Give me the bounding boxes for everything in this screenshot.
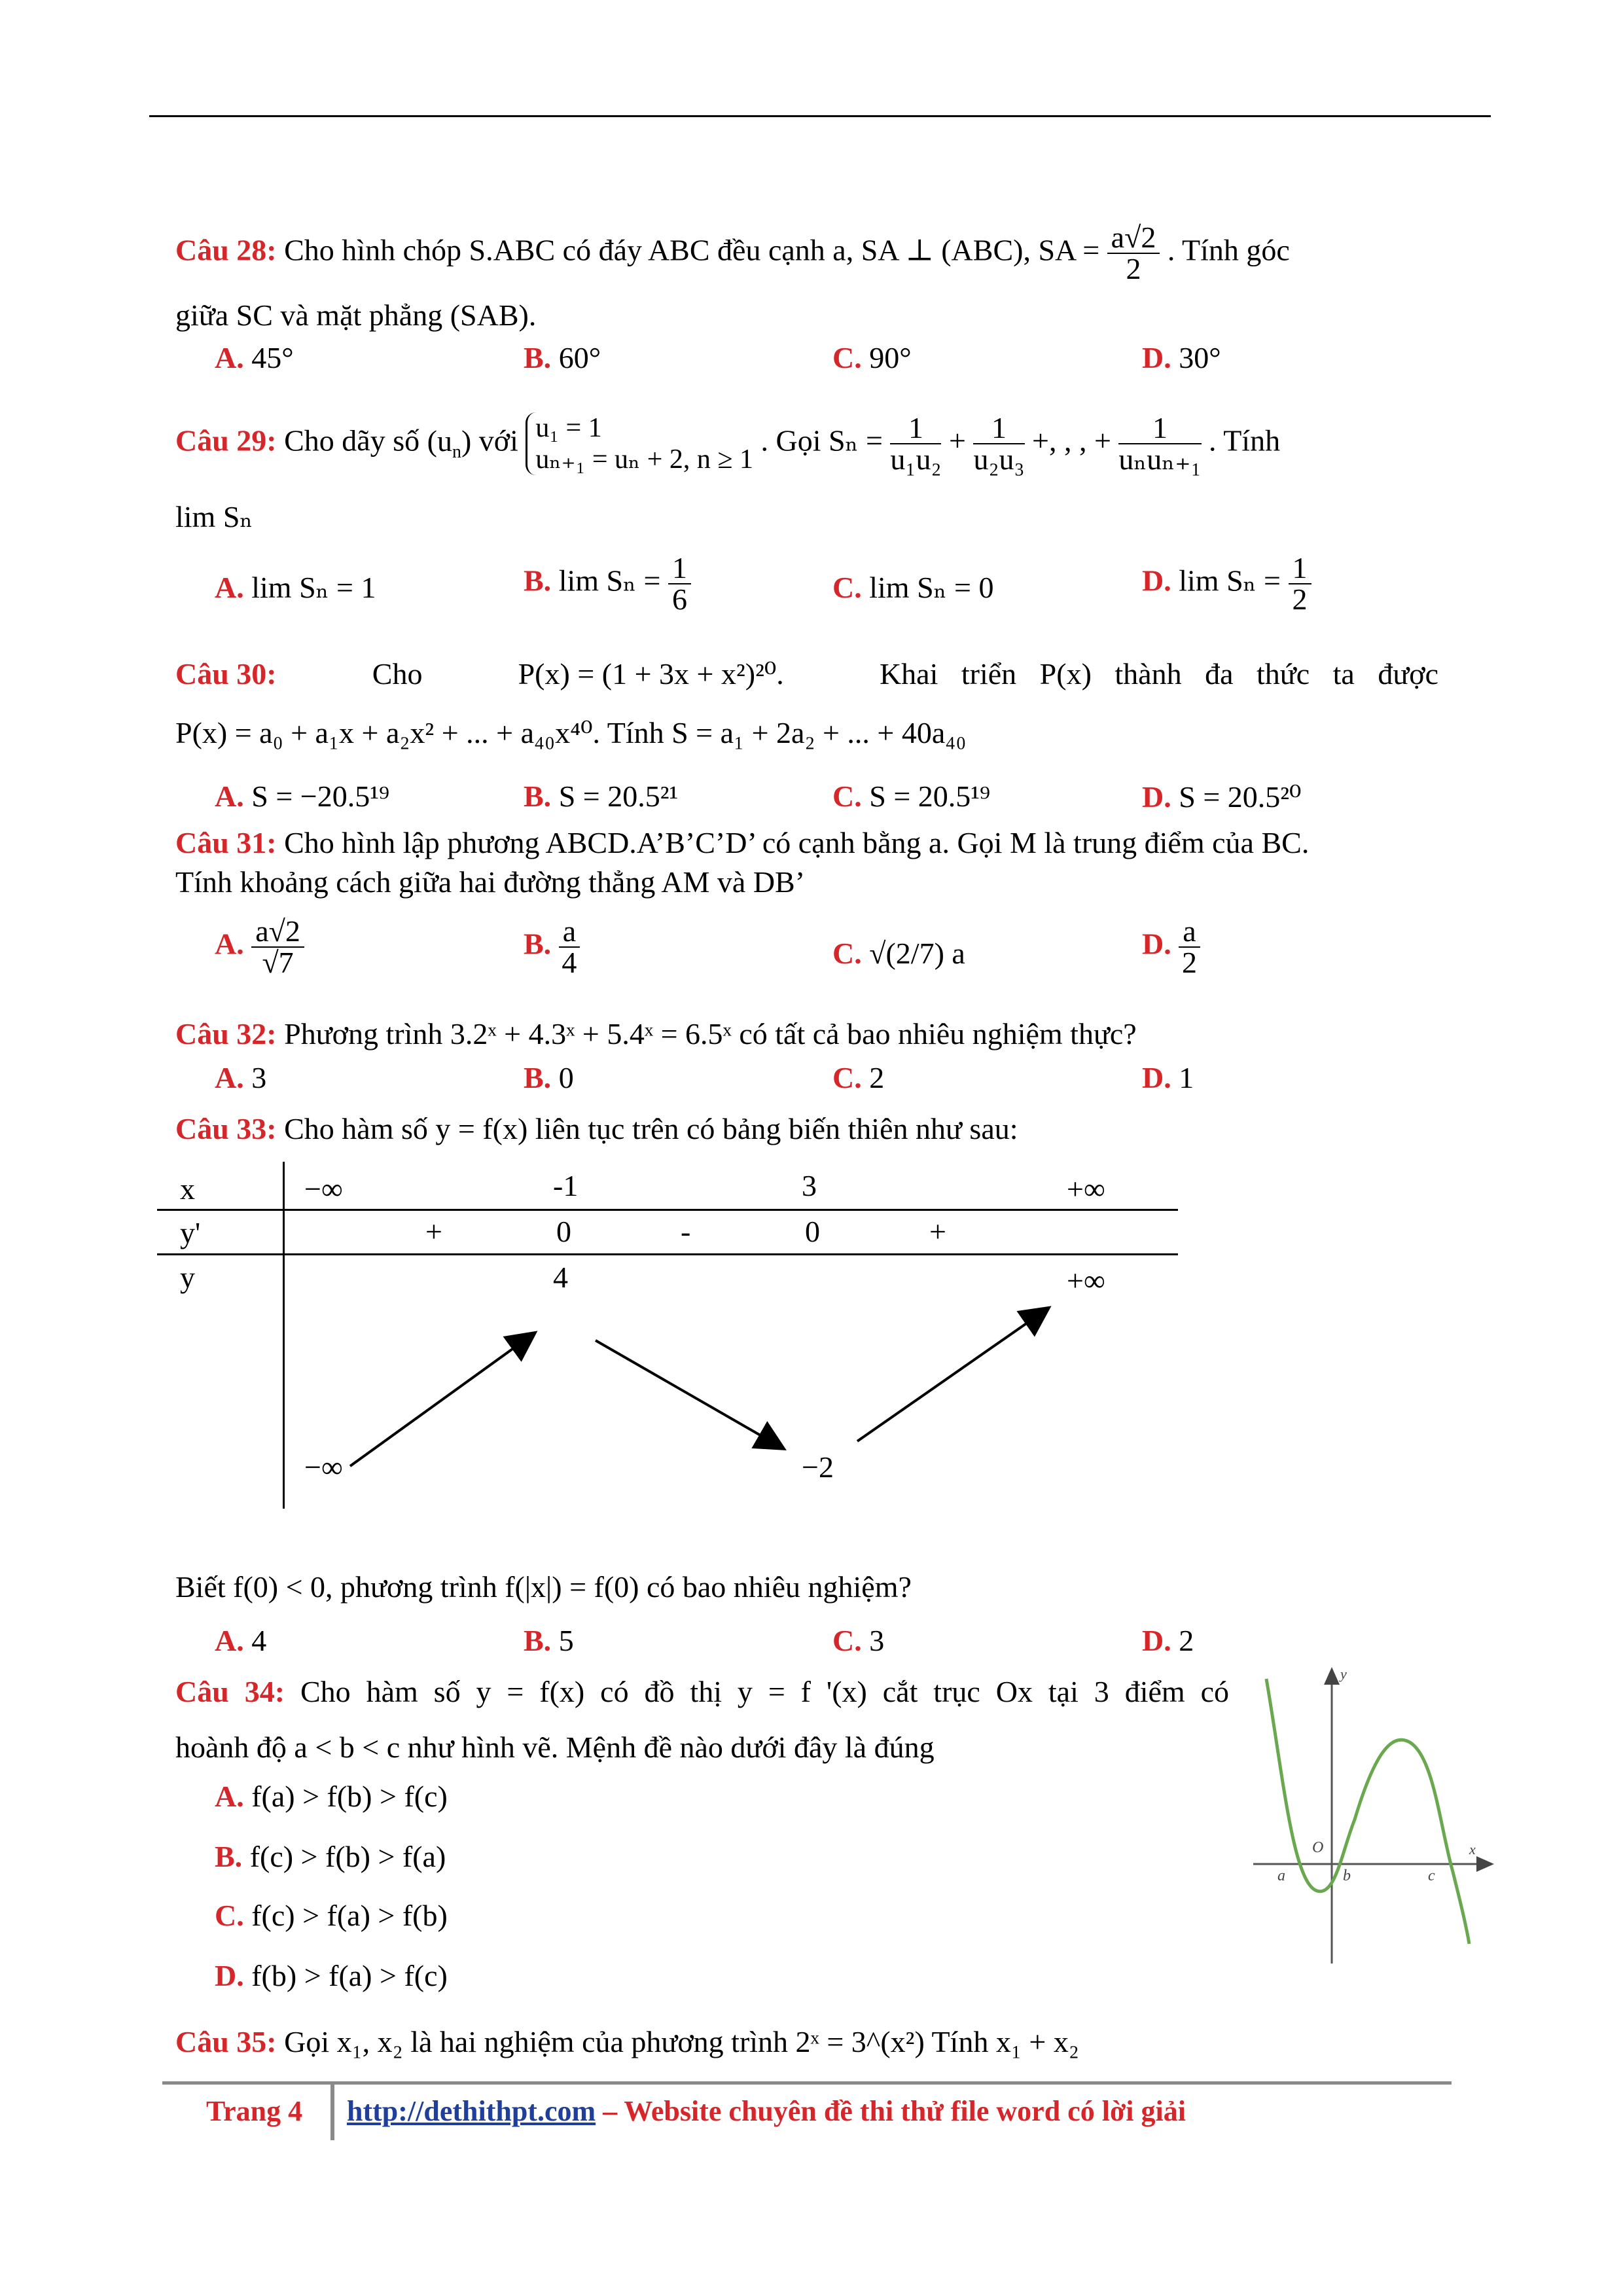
q29-sn: Sₙ = <box>828 423 883 457</box>
question-34 <box>175 1672 1229 1712</box>
q30-text-a: Cho <box>372 657 423 691</box>
graph-b-label: b <box>1343 1867 1351 1884</box>
question-32 <box>175 1014 1452 1054</box>
y-val-min: −2 <box>802 1450 834 1484</box>
q31-option-b[interactable]: B. $\frac{a}{4}$ <box>524 916 580 978</box>
q31-text-a: Cho hình lập phương ABCD.A’B’C’D’ có cạnh bằng a. Gọi M là trung điểm của BC. <box>284 826 1310 859</box>
x-val-1: −∞ <box>304 1172 343 1206</box>
q32-option-b[interactable]: B. 0 <box>524 1061 574 1094</box>
arrow-increase-2 <box>857 1309 1047 1441</box>
q34-text-a: Cho hàm số y = f(x) có đồ thị y = f '(x) cắt trục Ox tại 3 điểm có <box>300 1675 1230 1708</box>
q28-text-b: . Tính góc <box>1167 233 1290 267</box>
footer-link[interactable]: http://dethithpt.com <box>347 2095 596 2127</box>
q35-text-a: Gọi x₁, x₂ là hai nghiệm của phương trình 2ˣ = 3^(x²) Tính x₁ + x₂ <box>284 2025 1079 2058</box>
q32-option-c[interactable]: C. 2 <box>832 1061 885 1094</box>
q33-option-c[interactable]: C. 3 <box>832 1624 885 1657</box>
graph-a-label: a <box>1277 1867 1285 1884</box>
q35-label: Câu 35: <box>175 2025 277 2058</box>
graph-origin-label: O <box>1312 1839 1324 1856</box>
q32-option-a[interactable]: A. 3 <box>215 1061 267 1094</box>
arrow-increase-1 <box>350 1334 533 1466</box>
q29-text-a: Cho dãy số <box>284 423 420 457</box>
q30-poly: P(x) = (1 + 3x + x²)²⁰. <box>518 657 784 691</box>
q29-seq: $(u_n)$ <box>427 423 472 462</box>
q30-line2: P(x) = a₀ + a₁x + a₂x² + ... + a₄₀x⁴⁰. Tính S = a₁ + 2a₂ + ... + 40a₄₀ <box>175 716 967 749</box>
q30-option-c[interactable]: C. S = 20.5¹⁹ <box>832 780 991 813</box>
q29-term1: $\frac{1}{\text{u₁u₂}}$ <box>890 411 942 476</box>
q34-label: Câu 34: <box>175 1675 285 1708</box>
yp-val-1: + <box>425 1215 442 1248</box>
question-28 <box>175 223 1438 284</box>
q29-option-c[interactable]: C. lim Sₙ = 0 <box>832 571 994 604</box>
q28-option-c[interactable]: C. 90° <box>832 341 912 374</box>
question-30 <box>175 655 1438 694</box>
q34-option-a[interactable]: A. f(a) > f(b) > f(c) <box>215 1780 448 1813</box>
q31-option-c[interactable]: C. √(2/7) a <box>832 937 965 970</box>
q33-text-b: Biết f(0) < 0, phương trình f(|x|) = f(0) có bao nhiêu nghiệm? <box>175 1570 912 1604</box>
derivative-graph <box>1243 1656 1499 1970</box>
q33-option-a[interactable]: A. 4 <box>215 1624 267 1657</box>
q33-option-b[interactable]: B. 5 <box>524 1624 574 1657</box>
q29-text-c: . Gọi <box>760 423 821 457</box>
q29-mid: +, , , + <box>1032 423 1111 457</box>
q33-option-d[interactable]: D. 2 <box>1142 1624 1194 1657</box>
q34-text-b: hoành độ a < b < c như hình vẽ. Mệnh đề nào dưới đây là đúng <box>175 1731 935 1764</box>
q34-option-d[interactable]: D. f(b) > f(a) > f(c) <box>215 1959 448 1992</box>
q28-option-d[interactable]: D. 30° <box>1142 341 1221 374</box>
x-val-2: -1 <box>553 1169 579 1202</box>
graph-y-label: y <box>1340 1666 1347 1682</box>
x-val-3: 3 <box>802 1169 817 1202</box>
footer-rule <box>162 2081 1452 2085</box>
q29-option-d[interactable]: D. lim Sₙ = $\frac{1}{2}$ <box>1142 553 1311 615</box>
q28-frac-num: a√2 <box>1107 223 1160 254</box>
row-y-label: y <box>180 1261 195 1294</box>
page-number: Trang 4 <box>206 2095 303 2127</box>
q32-text-a: Phương trình 3.2ˣ + 4.3ˣ + 5.4ˣ = 6.5ˣ có tất cả bao nhiêu nghiệm thực? <box>284 1017 1137 1050</box>
q28-label: Câu 28: <box>175 233 277 267</box>
row-yprime-label: y' <box>180 1216 201 1249</box>
q33-text-a: Cho hàm số y = f(x) liên tục trên có bảng biến thiên như sau: <box>284 1112 1018 1145</box>
q29-term3: $\frac{1}{\text{uₙuₙ₊₁}}$ <box>1118 411 1202 476</box>
yp-val-2: 0 <box>556 1215 571 1248</box>
x-val-4: +∞ <box>1067 1172 1105 1206</box>
q30-option-d[interactable]: D. S = 20.5²⁰ <box>1142 780 1302 814</box>
question-33 <box>175 1109 1452 1149</box>
q28-text-c: giữa SC và mặt phẳng (SAB). <box>175 298 537 332</box>
q29-system: u₁ = 1 uₙ₊₁ = uₙ + 2, n ≥ 1 <box>526 412 753 475</box>
arrow-decrease <box>596 1340 782 1448</box>
yp-val-3: - <box>681 1215 691 1248</box>
q33-label: Câu 33: <box>175 1112 277 1145</box>
y-val-plus-inf: +∞ <box>1067 1264 1105 1297</box>
row-x-label: x <box>180 1172 195 1206</box>
q30-option-b[interactable]: B. S = 20.5²¹ <box>524 780 679 813</box>
question-29: Câu 29: Cho dãy số $(u_n)$ với u₁ = 1 uₙ₊₁ = uₙ + 2, n ≥ 1 . Gọi Sₙ = $\frac{1}{\text{u₁u₂}}$ + $\frac{1}{\text{u₂u₃}}$ +, , , + $\frac{1}{\text{uₙuₙ₊₁}}$ . Tính <box>175 411 1281 476</box>
q34-option-b[interactable]: B. f(c) > f(b) > f(a) <box>215 1840 446 1873</box>
q28-frac-den: 2 <box>1126 252 1141 285</box>
variation-table <box>157 1162 1178 1509</box>
q31-label: Câu 31: <box>175 826 277 859</box>
variation-arrows <box>157 1162 1178 1509</box>
graph-c-label: c <box>1428 1867 1435 1884</box>
q29-text-e: lim Sₙ <box>175 500 253 533</box>
footer-divider <box>330 2085 334 2140</box>
graph-x-label: x <box>1469 1841 1476 1857</box>
q29-label: Câu 29: <box>175 423 277 457</box>
q28-text-a: Cho hình chóp S.ABC có đáy ABC đều cạnh a, SA ⊥ (ABC), SA = <box>284 233 1100 267</box>
y-val-max: 4 <box>553 1261 568 1294</box>
q30-option-a[interactable]: A. S = −20.5¹⁹ <box>215 780 390 813</box>
q32-option-d[interactable]: D. 1 <box>1142 1061 1194 1094</box>
q31-option-d[interactable]: D. $\frac{a}{2}$ <box>1142 916 1200 978</box>
footer-text <box>347 2094 1186 2128</box>
q31-text-b: Tính khoảng cách giữa hai đường thẳng AM và DB’ <box>175 865 806 899</box>
q29-option-b[interactable]: B. lim Sₙ = $\frac{1}{6}$ <box>524 553 691 615</box>
q34-option-c[interactable]: C. f(c) > f(a) > f(b) <box>215 1899 448 1932</box>
y-val-minus-inf: −∞ <box>304 1450 343 1484</box>
q30-label: Câu 30: <box>175 657 277 691</box>
top-rule <box>149 115 1491 117</box>
q29-term2: $\frac{1}{\text{u₂u₃}}$ <box>973 411 1025 476</box>
q28-option-a[interactable]: A. 45° <box>215 341 294 374</box>
fprime-curve <box>1266 1679 1469 1944</box>
q29-text-d: . Tính <box>1209 423 1281 457</box>
q29-text-b: với <box>478 423 518 457</box>
footer-tagline: – Website chuyên đề thi thử file word có lời giải <box>596 2095 1186 2127</box>
q29-option-a[interactable]: A. lim Sₙ = 1 <box>215 571 376 604</box>
q32-label: Câu 32: <box>175 1017 277 1050</box>
q28-fraction <box>1107 223 1160 284</box>
yp-val-4: 0 <box>805 1215 820 1248</box>
q31-option-a[interactable]: A. $\frac{a√2}{√7}$ <box>215 916 304 978</box>
question-35 <box>175 2022 1452 2062</box>
yp-val-5: + <box>929 1215 946 1248</box>
q30-text-b: Khai triển P(x) thành đa thức ta được <box>879 657 1438 691</box>
question-31 <box>175 823 1452 863</box>
q28-option-b[interactable]: B. 60° <box>524 341 601 374</box>
